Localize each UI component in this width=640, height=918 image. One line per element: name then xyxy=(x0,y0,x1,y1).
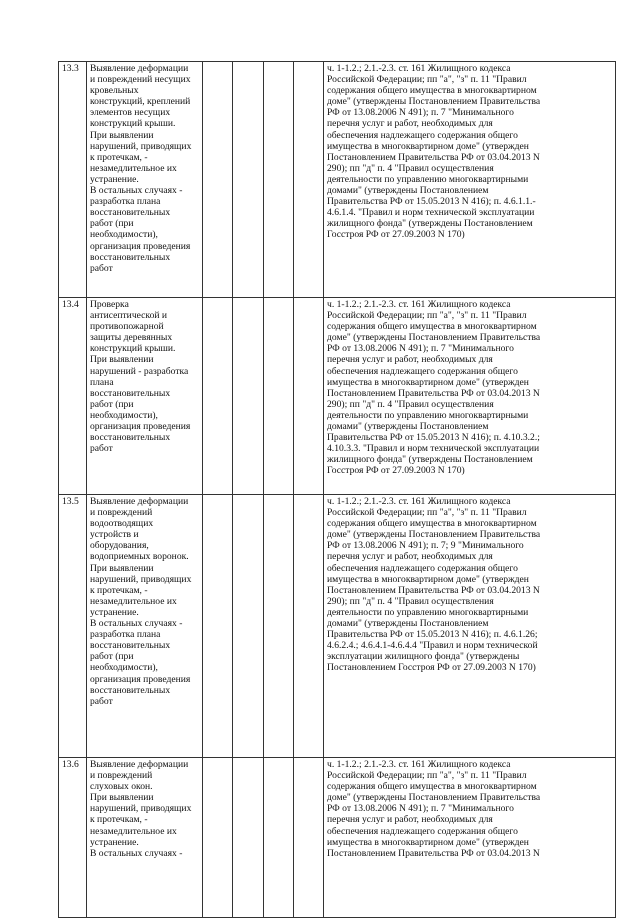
legal-reference: ч. 1-1.2.; 2.1.-2.3. ст. 161 Жилищного кодекса Российской Федерации; пп "а", "з" п. 11 "Правил содержания общего имущества в многоквартирном доме" (утверждены Постановлением Правительства РФ от 13.08.2006 N 491); п. 7 "Минимального перечня услуг и работ, необходимых для обеспечения надлежащего содержания общего имущества в многоквартирном доме" (утвержден Постановлением Правительства РФ от 03.04.2013 N xyxy=(324,758,616,918)
blank-cell xyxy=(264,495,294,758)
table-row xyxy=(59,495,616,758)
blank-cell xyxy=(233,495,264,758)
legal-reference: ч. 1-1.2.; 2.1.-2.3. ст. 161 Жилищного кодекса Российской Федерации; пп "а", "з" п. 11 "Правил содержания общего имущества в многоквартирном доме" (утверждены Постановлением Правительства РФ от 13.08.2006 N 491); п. 7 "Минимального перечня услуг и работ, необходимых для обеспечения надлежащего содержания общего имущества в многоквартирном доме" (утвержден Постановлением Правительства РФ от 03.04.2013 N 290); пп "д" п. 4 "Правил осуществления деятельности по управлению многоквартирными домами" (утверждены Постановлением Правительства РФ от 15.05.2013 N 416); п. 4.10.3.2.; 4.10.3.3. "Правил и норм технической эксплуатации жилищного фонда" (утверждены Постановлением Госстроя РФ от 27.09.2003 N 170) xyxy=(324,298,616,495)
row-number: 13.3 xyxy=(59,62,87,298)
blank-cell xyxy=(203,758,233,918)
table-row xyxy=(59,62,616,298)
blank-cell xyxy=(233,298,264,495)
regulation-table xyxy=(58,61,616,918)
row-number: 13.6 xyxy=(59,758,87,918)
blank-cell xyxy=(233,62,264,298)
table-body xyxy=(59,62,616,918)
table-row xyxy=(59,758,616,918)
blank-cell xyxy=(203,495,233,758)
legal-reference: ч. 1-1.2.; 2.1.-2.3. ст. 161 Жилищного кодекса Российской Федерации; пп "а", "з" п. 11 "Правил содержания общего имущества в многоквартирном доме" (утверждены Постановлением Правительства РФ от 13.08.2006 N 491); п. 7 "Минимального перечня услуг и работ, необходимых для обеспечения надлежащего содержания общего имущества в многоквартирном доме" (утвержден Постановлением Правительства РФ от 03.04.2013 N 290); пп "д" п. 4 "Правил осуществления деятельности по управлению многоквартирными домами" (утверждены Постановлением Правительства РФ от 15.05.2013 N 416); п. 4.6.1.1.- 4.6.1.4. "Правил и норм технической эксплуатации жилищного фонда" (утверждены Постановлением Госстроя РФ от 27.09.2003 N 170) xyxy=(324,62,616,298)
blank-cell xyxy=(203,62,233,298)
blank-cell xyxy=(294,298,324,495)
row-number: 13.4 xyxy=(59,298,87,495)
work-description: Выявление деформации и повреждений водоотводящих устройств и оборудования, водоприемных воронок. При выявлении нарушений, приводящих к протечкам, - незамедлительное их устранение. В остальных случаях - разработка плана восстановительных работ (при необходимости), организация проведения восстановительных работ xyxy=(87,495,203,758)
blank-cell xyxy=(264,298,294,495)
blank-cell xyxy=(233,758,264,918)
blank-cell xyxy=(294,62,324,298)
work-description: Выявление деформации и повреждений несущих кровельных конструкций, креплений элементов несущих конструкций крыши. При выявлении нарушений, приводящих к протечкам, - незамедлительное их устранение. В остальных случаях - разработка плана восстановительных работ (при необходимости), организация проведения восстановительных работ xyxy=(87,62,203,298)
blank-cell xyxy=(203,298,233,495)
table-row xyxy=(59,298,616,495)
work-description: Проверка антисептической и противопожарной защиты деревянных конструкций крыши. При выявлении нарушений - разработка плана восстановительных работ (при необходимости), организация проведения восстановительных работ xyxy=(87,298,203,495)
blank-cell xyxy=(264,62,294,298)
blank-cell xyxy=(294,758,324,918)
blank-cell xyxy=(264,758,294,918)
blank-cell xyxy=(294,495,324,758)
legal-reference: ч. 1-1.2.; 2.1.-2.3. ст. 161 Жилищного кодекса Российской Федерации; пп "а", "з" п. 11 "Правил содержания общего имущества в многоквартирном доме" (утверждены Постановлением Правительства РФ от 13.08.2006 N 491); п. 7; 9 "Минимального перечня услуг и работ, необходимых для обеспечения надлежащего содержания общего имущества в многоквартирном доме" (утвержден Постановлением Правительства РФ от 03.04.2013 N 290); пп "д" п. 4 "Правил осуществления деятельности по управлению многоквартирными домами" (утверждены Постановлением Правительства РФ от 15.05.2013 N 416); п. 4.6.1.26; 4.6.2.4.; 4.6.4.1-4.6.4.4 "Правил и норм технической эксплуатации жилищного фонда" (утверждены Постановлением Госстроя РФ от 27.09.2003 N 170) xyxy=(324,495,616,758)
work-description: Выявление деформации и повреждений слуховых окон. При выявлении нарушений, приводящих к протечкам, - незамедлительное их устранение. В остальных случаях - xyxy=(87,758,203,918)
row-number: 13.5 xyxy=(59,495,87,758)
